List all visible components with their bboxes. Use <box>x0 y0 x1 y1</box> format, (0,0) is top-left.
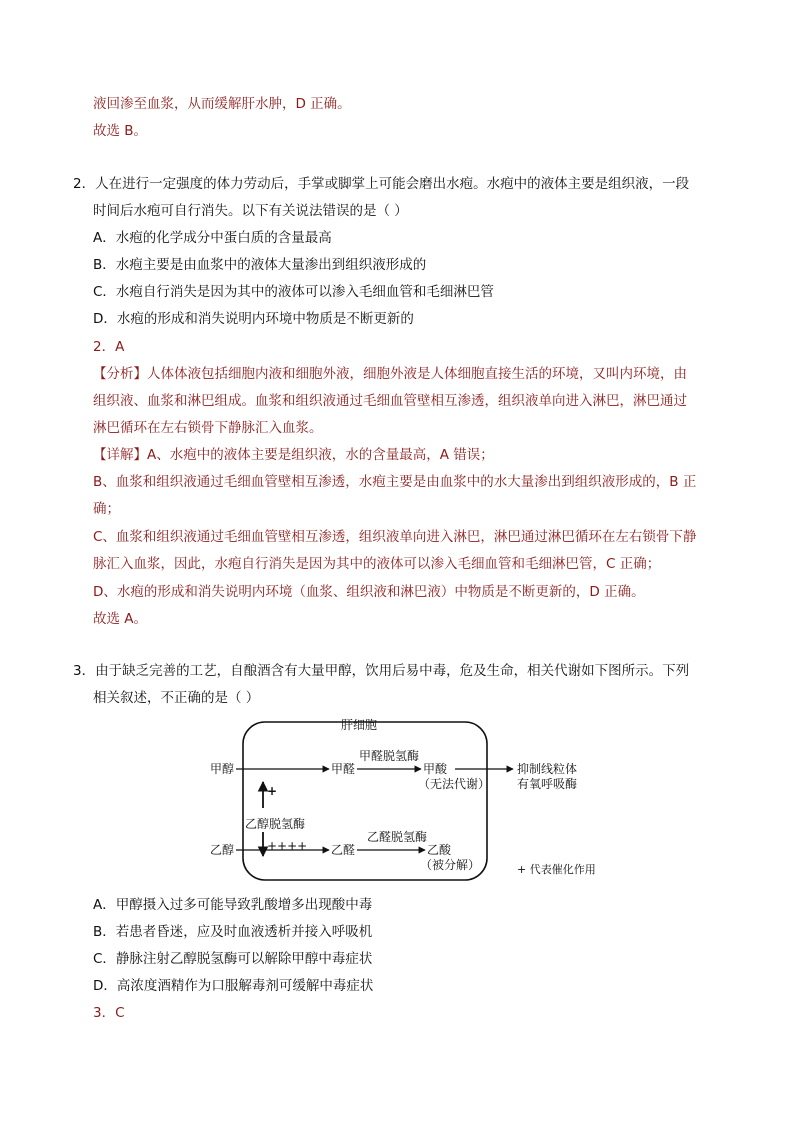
prev-answer-line: 液回渗至血浆，从而缓解肝水肿，D 正确。 <box>93 96 351 112</box>
inhibit-label-line2: 有氧呼吸酶 <box>517 777 578 791</box>
question-2-analysis-line: 淋巴循环在左右锁骨下静脉汇入血浆。 <box>93 420 323 436</box>
question-3-option-b: B．若患者昏迷，应及时血液透析并接入呼吸机 <box>93 924 373 940</box>
catalysis-plus-small: + <box>267 784 278 798</box>
metabolism-diagram <box>205 716 625 886</box>
question-3-stem-line2: 相关叙述，不正确的是（ ） <box>93 690 260 706</box>
ethanol-label: 乙醇 <box>210 843 235 857</box>
acetaldehyde-dehydrogenase-label: 乙醛脱氢酶 <box>367 830 428 844</box>
question-2-detail-line: 脉汇入血浆，因此，水疱自行消失是因为其中的液体可以渗入毛细血管和毛细淋巴管，C 正确； <box>93 556 661 572</box>
alcohol-dehydrogenase-label: 乙醇脱氢酶 <box>245 817 306 831</box>
acetaldehyde-label: 乙醛 <box>331 843 356 857</box>
formic-acid-label: 甲酸 <box>423 762 448 776</box>
catalysis-legend: + 代表催化作用 <box>517 863 596 876</box>
question-2-stem-line1: 2．人在进行一定强度的体力劳动后，手掌或脚掌上可能会磨出水疱。水疱中的液体主要是组织液，一段 <box>73 176 690 192</box>
prev-answer-conclusion: 故选 B。 <box>93 123 148 139</box>
question-3-stem-line1: 3．由于缺乏完善的工艺，自酿酒含有大量甲醇，饮用后易中毒，危及生命，相关代谢如下图所示。下列 <box>73 663 690 679</box>
question-2-answer: 2．A <box>93 339 125 355</box>
acetic-acid-note: （被分解） <box>420 858 481 872</box>
question-2-detail-line: 【详解】A、水疱中的液体主要是组织液，水的含量最高，A 错误； <box>93 447 494 463</box>
question-3-option-a: A．甲醇摄入过多可能导致乳酸增多出现酸中毒 <box>93 897 373 913</box>
question-3-option-c: C．静脉注射乙醇脱氢酶可以解除甲醇中毒症状 <box>93 951 373 967</box>
question-2-stem-line2: 时间后水疱可自行消失。以下有关说法错误的是（ ） <box>93 203 408 219</box>
question-2-option-d: D．水疱的形成和消失说明内环境中物质是不断更新的 <box>93 311 414 327</box>
question-2-analysis-line: 组织液、血浆和淋巴组成。血浆和组织液通过毛细血管壁相互渗透，组织液单向进入淋巴，淋巴通过 <box>93 393 687 409</box>
question-2-detail-line: B、血浆和组织液通过毛细血管壁相互渗透，水疱主要是由血浆中的水大量渗出到组织液形成的，B 正 <box>93 474 697 490</box>
question-2-conclusion: 故选 A。 <box>93 611 148 627</box>
liver-cell-label: 肝细胞 <box>341 718 378 732</box>
inhibit-label-line1: 抑制线粒体 <box>517 762 578 776</box>
acetic-acid-label: 乙酸 <box>427 843 452 857</box>
question-2-detail-line: C、血浆和组织液通过毛细血管壁相互渗透，组织液单向进入淋巴，淋巴通过淋巴循环在左右锁骨下静 <box>93 529 697 545</box>
question-2-detail-line: 确； <box>93 501 120 517</box>
formaldehyde-label: 甲醛 <box>331 762 356 776</box>
question-2-option-c: C．水疱自行消失是因为其中的液体可以渗入毛细血管和毛细淋巴管 <box>93 284 494 300</box>
question-3-answer: 3．C <box>93 1005 125 1021</box>
question-2-option-a: A．水疱的化学成分中蛋白质的含量最高 <box>93 230 332 246</box>
methanol-label: 甲醇 <box>210 762 235 776</box>
question-3-option-d: D．高浓度酒精作为口服解毒剂可缓解中毒症状 <box>93 978 374 994</box>
question-2-detail-line: D、水疱的形成和消失说明内环境（血浆、组织液和淋巴液）中物质是不断更新的，D 正确。 <box>93 584 645 600</box>
catalysis-plus-large: ++++ <box>267 839 308 853</box>
question-2-option-b: B．水疱主要是由血浆中的液体大量渗出到组织液形成的 <box>93 257 427 273</box>
formaldehyde-dehydrogenase-label: 甲醛脱氢酶 <box>359 749 420 763</box>
formic-acid-note: （无法代谢） <box>418 777 491 791</box>
question-2-analysis-line: 【分析】人体体液包括细胞内液和细胞外液，细胞外液是人体细胞直接生活的环境，又叫内环境，由 <box>93 366 687 382</box>
